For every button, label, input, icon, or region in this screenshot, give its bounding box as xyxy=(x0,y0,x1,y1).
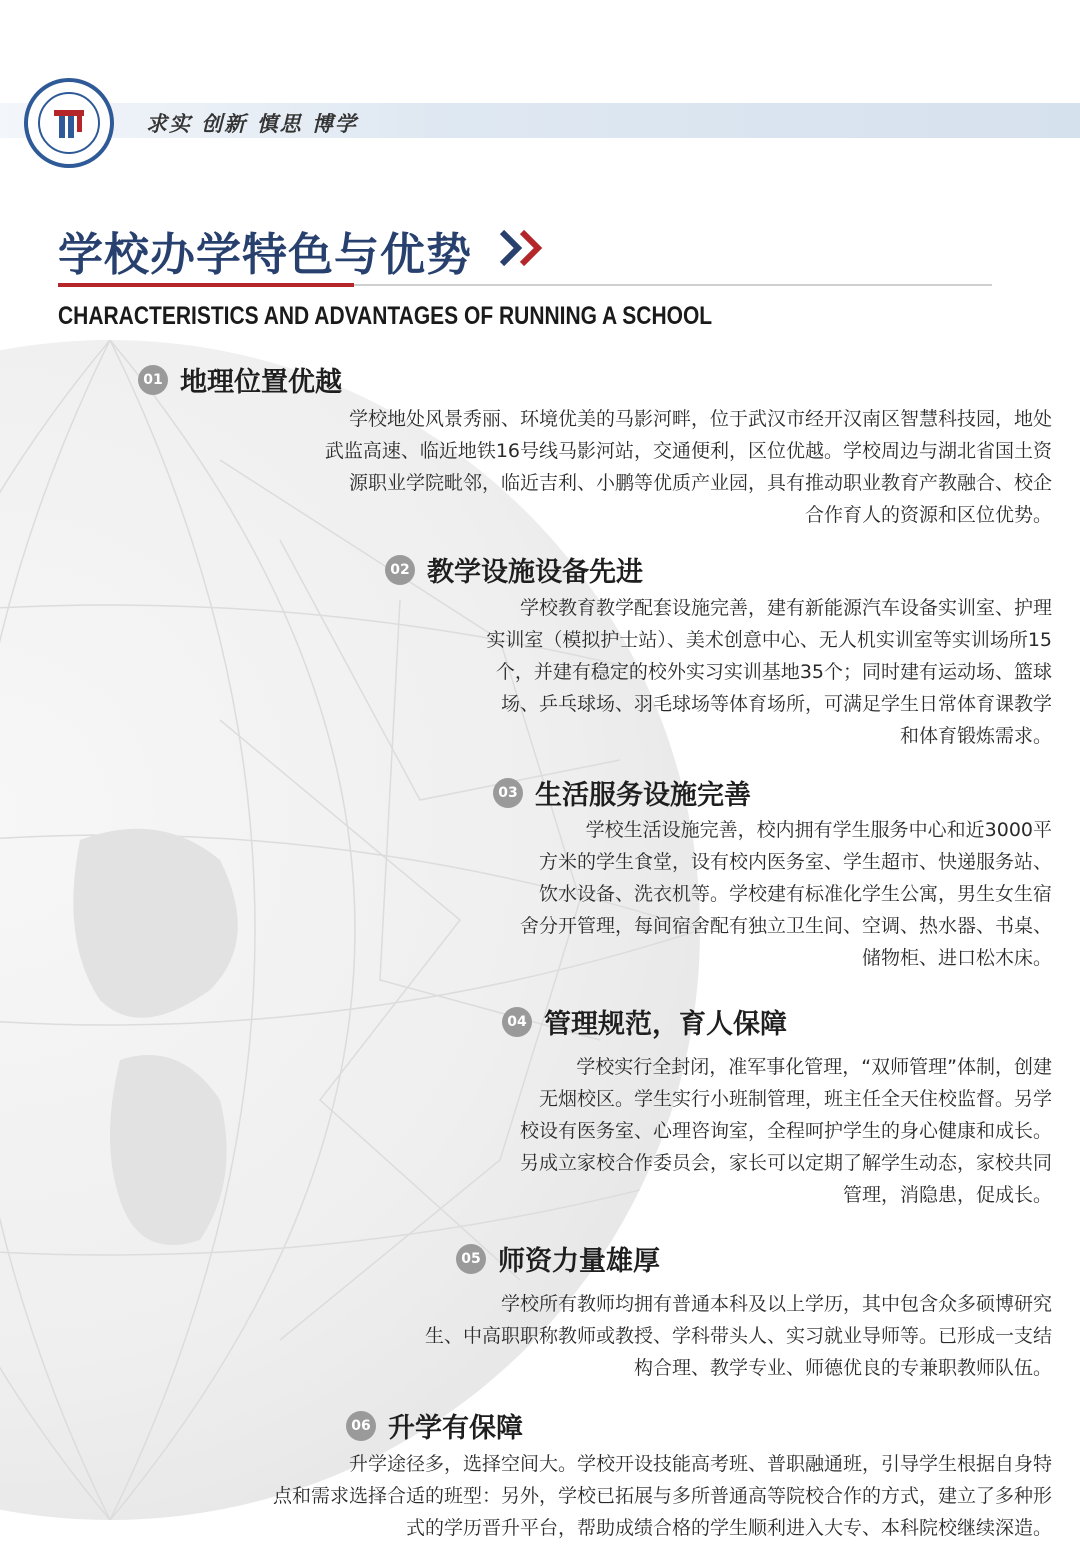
body-line: 饮水设备、洗衣机等。学校建有标准化学生公寓，男生女生宿 xyxy=(538,883,1052,905)
body-line: 学校教育教学配套设施完善，建有新能源汽车设备实训室、护理 xyxy=(519,597,1052,619)
section-number-badge: 03 xyxy=(493,778,523,808)
section-body-01 xyxy=(325,403,1052,531)
body-line: 另成立家校合作委员会，家长可以定期了解学生动态，家校共同 xyxy=(519,1152,1052,1174)
body-line: 和体育锻炼需求。 xyxy=(899,725,1052,747)
section-body-03 xyxy=(520,814,1052,974)
body-line: 生、中高职职称教师或教授、学科带头人、实习就业导师等。已形成一支结 xyxy=(424,1325,1052,1347)
school-emblem-icon xyxy=(28,82,110,164)
body-line: 点和需求选择合适的班型：另外，学校已拓展与多所普通高等院校合作的方式，建立了多种形 xyxy=(272,1485,1052,1507)
body-line: 合作育人的资源和区位优势。 xyxy=(804,504,1052,526)
section-heading-text: 教学设施设备先进 xyxy=(427,557,643,588)
body-line: 储物柜、进口松木床。 xyxy=(861,947,1052,969)
page-title: 学校办学特色与优势 xyxy=(58,228,473,281)
body-line: 场、乒乓球场、羽毛球场等体育场所，可满足学生日常体育课教学 xyxy=(500,693,1052,715)
section-heading-06 xyxy=(346,1406,523,1445)
section-body-05 xyxy=(425,1288,1052,1384)
section-heading-text: 管理规范，育人保障 xyxy=(544,1009,787,1040)
body-line: 舍分开管理，每间宿舍配有独立卫生间、空调、热水器、书桌、 xyxy=(519,915,1052,937)
title-underline-accent xyxy=(58,283,354,287)
body-line: 式的学历晋升平台，帮助成绩合格的学生顺利进入大专、本科院校继续深造。 xyxy=(405,1517,1052,1539)
section-number-badge: 04 xyxy=(502,1007,532,1037)
body-line: 学校所有教师均拥有普通本科及以上学历，其中包含众多硕博研究 xyxy=(500,1293,1052,1315)
body-line: 方米的学生食堂，设有校内医务室、学生超市、快递服务站、 xyxy=(538,851,1052,873)
section-number-badge: 02 xyxy=(385,555,415,585)
section-heading-03 xyxy=(493,773,751,812)
section-body-04 xyxy=(520,1051,1052,1211)
body-line: 升学途径多，选择空间大。学校开设技能高考班、普职融通班，引导学生根据自身特 xyxy=(348,1453,1052,1475)
body-line: 源职业学院毗邻，临近吉利、小鹏等优质产业园，具有推动职业教育产教融合、校企 xyxy=(348,472,1052,494)
section-number-badge: 01 xyxy=(138,365,168,395)
section-body-06 xyxy=(273,1448,1052,1544)
section-heading-text: 师资力量雄厚 xyxy=(498,1246,660,1277)
body-line: 实训室（模拟护士站）、美术创意中心、无人机实训室等实训场所15 xyxy=(486,629,1052,651)
body-line: 学校地处风景秀丽、环境优美的马影河畔，位于武汉市经开汉南区智慧科技园，地处 xyxy=(348,408,1052,430)
body-line: 个，并建有稳定的校外实习实训基地35个；同时建有运动场、篮球 xyxy=(495,661,1052,683)
section-number-badge: 05 xyxy=(456,1244,486,1274)
section-heading-text: 升学有保障 xyxy=(388,1413,523,1444)
section-heading-05 xyxy=(456,1239,660,1278)
body-line: 构合理、教学专业、师德优良的专兼职教师队伍。 xyxy=(633,1357,1052,1379)
section-heading-04 xyxy=(502,1002,787,1041)
double-chevron-icon xyxy=(498,228,548,268)
section-body-02 xyxy=(486,592,1052,752)
body-line: 无烟校区。学生实行小班制管理，班主任全天住校监督。另学 xyxy=(538,1088,1052,1110)
school-motto: 求实 创新 慎思 博学 xyxy=(146,111,358,136)
section-number-badge: 06 xyxy=(346,1411,376,1441)
section-heading-01 xyxy=(138,360,342,399)
school-logo xyxy=(24,78,114,168)
section-heading-text: 地理位置优越 xyxy=(180,367,342,398)
body-line: 校设有医务室、心理咨询室，全程呵护学生的身心健康和成长。 xyxy=(519,1120,1052,1142)
body-line: 武监高速、临近地铁16号线马影河站，交通便利，区位优越。学校周边与湖北省国土资 xyxy=(324,440,1052,462)
body-line: 学校实行全封闭，准军事化管理，“双师管理”体制，创建 xyxy=(576,1056,1052,1078)
body-line: 学校生活设施完善，校内拥有学生服务中心和近3000平 xyxy=(585,819,1052,841)
section-heading-text: 生活服务设施完善 xyxy=(535,780,751,811)
body-line: 管理，消隐患，促成长。 xyxy=(842,1184,1052,1206)
title-underline xyxy=(354,284,992,286)
section-heading-02 xyxy=(385,550,643,589)
page-subtitle: CHARACTERISTICS AND ADVANTAGES OF RUNNING A SCHOOL xyxy=(58,302,713,330)
